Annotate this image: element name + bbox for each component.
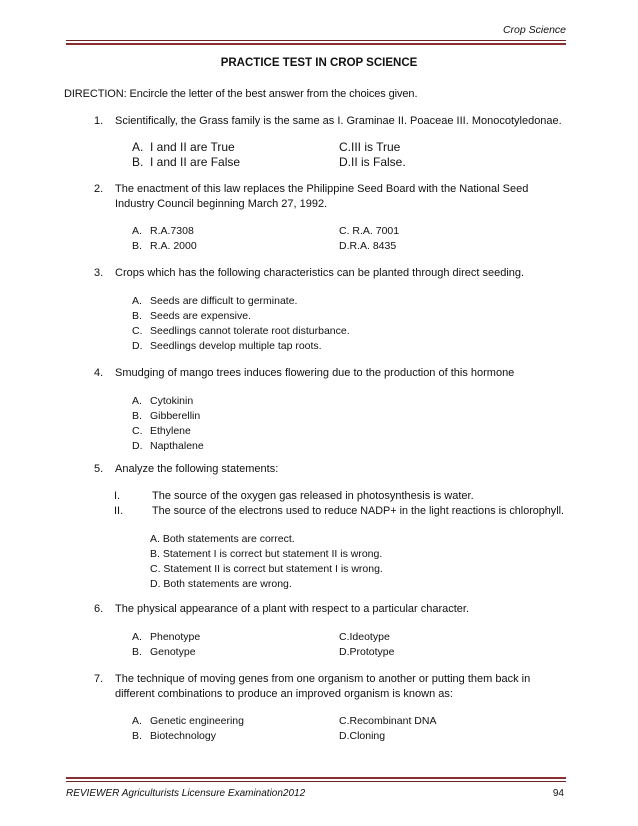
option-b: B. Seeds are expensive. <box>132 310 251 322</box>
question-number: 2. <box>94 183 104 195</box>
option-c: C.Ideotype <box>339 631 390 643</box>
option-a: A. Seeds are difficult to germinate. <box>132 295 298 307</box>
question-1 <box>94 114 568 129</box>
question-text: Scientifically, the Grass family is the same as I. Graminae II. Poaceae III. Monocotyledonae. <box>115 115 562 127</box>
question-text: Smudging of mango trees induces flowering due to the production of this hormone <box>115 367 515 379</box>
option-c: C. R.A. 7001 <box>339 225 400 237</box>
question-number: 3. <box>94 267 104 279</box>
option-d: D.II is False. <box>339 155 406 169</box>
option-b: B. Biotechnology <box>132 730 216 742</box>
footer-rule-thick <box>66 777 566 779</box>
document-page: Crop Science PRACTICE TEST IN CROP SCIENCE DIRECTION: Encircle the letter of the best answer from the choices given. 1. Scientifically, the Grass family is the same as I. Graminae II. Poaceae III. Monocotyledonae. A. I and II are True B. I and II are False C.III is True D.II is False. 2. The enactment of this law replaces the Philippine Seed Board with the National Seed Industry Council beginning March 27, 1992. A. R.A.7308 B. R.A. 2000 C. R.A. 7001 D.R.A. 8435 3. Crops which has the following characteristics can be planted through direct seeding. A. Seeds are difficult to germinate. B. Seeds are expensive. C. Seedlings cannot tolerate root disturbance. D. Seedlings develop multiple tap roots. 4. Smudging of mango trees induces flowering due to the production of this hormone A. Cytokinin B. Gibberellin C. Ethylene D. Napthalene 5. Analyze the following statements: I. The source of the oxygen gas released in photosynthesis is water. II. The source of the electrons used to reduce NADP+ in the light reactions is chlorophyll. A. Both statements are correct. B. Statement I is correct but statement II is wrong. C. Statement II is correct but statement I is wrong. D. Both statements are wrong. 6. The physical appearance of a plant with respect to a particular character. A. Phenotype B. Genotype C.Ideotype D.Prototype 7. The technique of moving genes from one organism to another or putting them back in different combinations to produce an improved organism is known as: A. Genetic engineering B. Biotechnology C.Recombinant DNA D.Cloning REVIEWER Agriculturists Licensure Examination2012 94 <box>0 0 638 826</box>
option-a: A. I and II are True <box>132 140 235 154</box>
option-a: A. Genetic engineering <box>132 715 244 727</box>
question-number: 1. <box>94 115 104 127</box>
option-b: B. I and II are False <box>132 155 241 169</box>
question-number: 4. <box>94 367 104 379</box>
option-c: C.Recombinant DNA <box>339 715 437 727</box>
option-b: B. R.A. 2000 <box>132 240 197 252</box>
question-5 <box>94 462 568 477</box>
question-text: Crops which has the following characteristics can be planted through direct seeding. <box>115 267 525 279</box>
question-6 <box>94 602 568 617</box>
direction-text: DIRECTION: Encircle the letter of the best answer from the choices given. <box>64 88 418 100</box>
question-2 <box>94 182 568 212</box>
question-number: 7. <box>94 673 104 685</box>
option-d: D.R.A. 8435 <box>339 240 397 252</box>
header-rule-thick <box>66 43 566 45</box>
question-7 <box>94 672 568 702</box>
option-b: B. Gibberellin <box>132 410 201 422</box>
option-d: D.Prototype <box>339 646 395 658</box>
option-a: A. Phenotype <box>132 631 201 643</box>
option-d: D.Cloning <box>339 730 386 742</box>
question-number: 5. <box>94 463 104 475</box>
option-c: C. Seedlings cannot tolerate root disturbance. <box>132 325 350 337</box>
question-number: 6. <box>94 603 104 615</box>
footer-text: REVIEWER Agriculturists Licensure Examination2012 <box>66 788 306 799</box>
option-a: A. Both statements are correct. <box>150 533 295 545</box>
option-c: C. Ethylene <box>132 425 191 437</box>
question-text: Analyze the following statements: <box>115 463 279 475</box>
header-rule <box>66 40 566 41</box>
option-d: D. Both statements are wrong. <box>150 578 292 590</box>
question-4 <box>94 366 568 381</box>
option-d: D. Napthalene <box>132 440 204 452</box>
option-a: A. Cytokinin <box>132 395 194 407</box>
running-header: Crop Science <box>502 24 566 36</box>
question-text: The enactment of this law replaces the Philippine Seed Board with the National Seed Industry Council beginning March 27, 1992. <box>115 183 529 210</box>
page-number: 94 <box>552 788 564 799</box>
question-text: The physical appearance of a plant with respect to a particular character. <box>115 603 470 615</box>
option-c: C.III is True <box>339 140 401 154</box>
option-d: D. Seedlings develop multiple tap roots. <box>132 340 322 352</box>
option-a: A. R.A.7308 <box>132 225 194 237</box>
question-3 <box>94 266 568 281</box>
option-b: B. Statement I is correct but statement II is wrong. <box>150 548 383 560</box>
footer-rule <box>66 781 566 782</box>
option-b: B. Genotype <box>132 646 196 658</box>
question-text: The technique of moving genes from one organism to another or putting them back in different combinations to produce an improved organism is known as: <box>115 673 531 700</box>
option-c: C. Statement II is correct but statement I is wrong. <box>150 563 383 575</box>
page-title: PRACTICE TEST IN CROP SCIENCE <box>220 57 418 69</box>
